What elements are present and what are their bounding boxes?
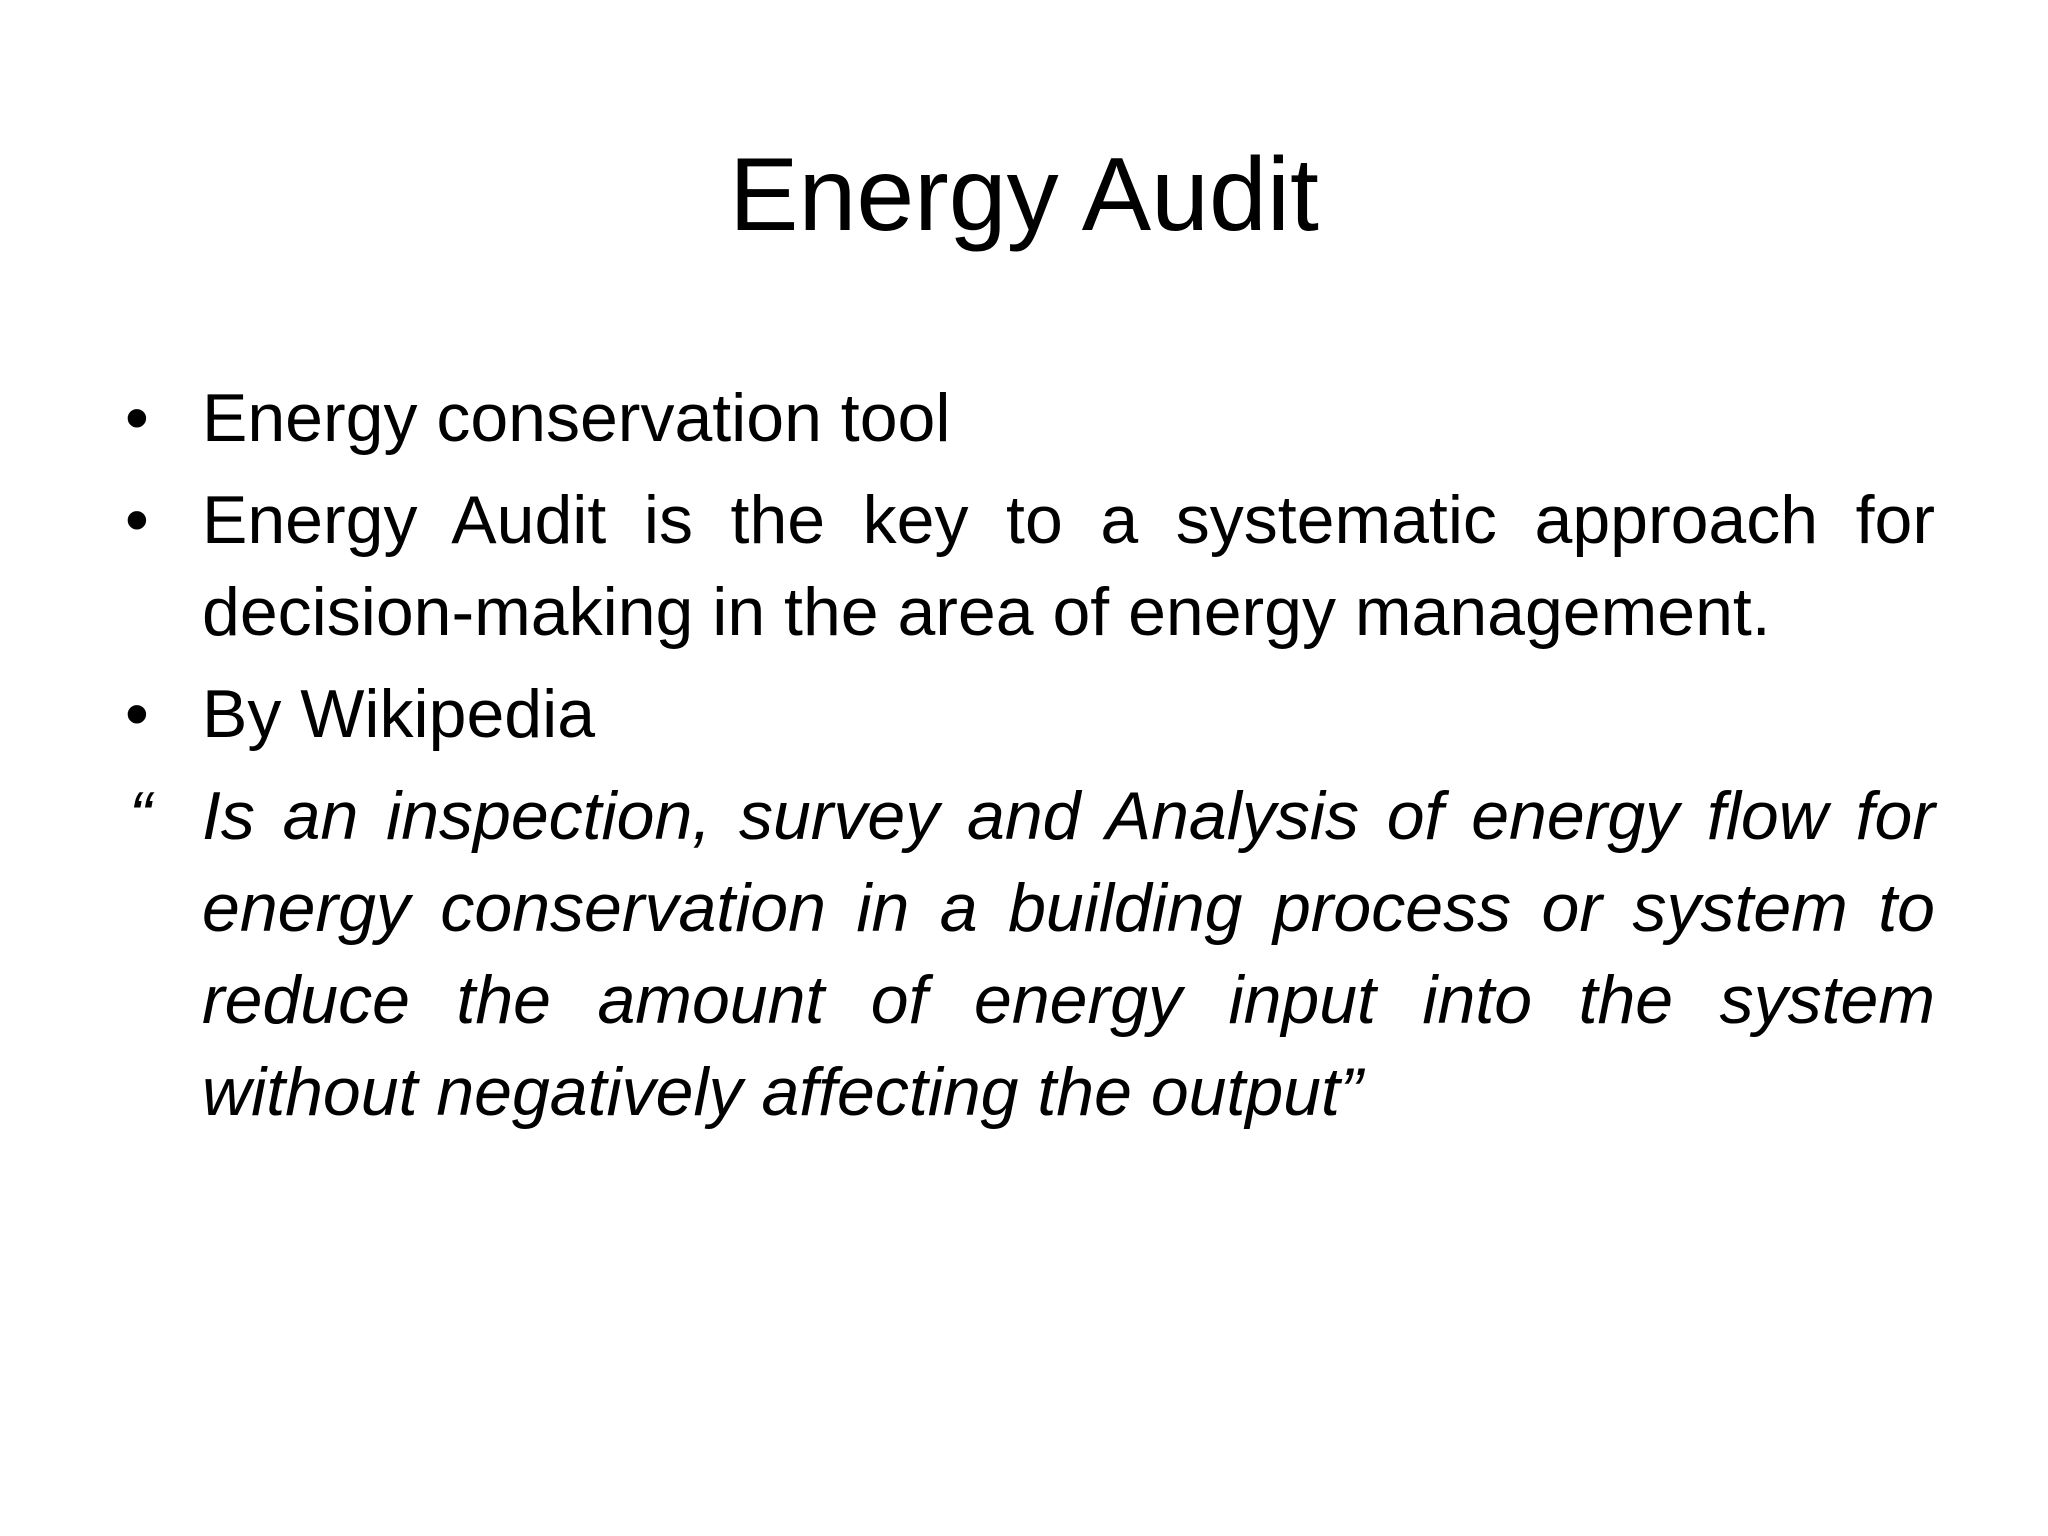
bullet-item [125, 668, 1935, 760]
slide-title: Energy Audit [729, 137, 1319, 253]
bullet-text: Energy conservation tool [202, 380, 951, 456]
wikipedia-quote [125, 770, 1935, 1138]
bullet-icon: • [125, 676, 149, 752]
open-quote-mark: “ [129, 778, 152, 854]
quote-text: Is an inspection, survey and Analysis of energy flow for energy conservation in a building process or system to reduce the amount of energy input into the system without negatively affecting the output” [202, 778, 1935, 1130]
slide-content [125, 372, 1935, 1138]
bullet-text: Energy Audit is the key to a systematic approach for decision-making in the area of energy management. [202, 482, 1935, 650]
bullet-icon: • [125, 380, 149, 456]
bullet-icon: • [125, 482, 149, 558]
bullet-item [125, 372, 1935, 464]
bullet-text: By Wikipedia [202, 676, 596, 752]
bullet-item [125, 474, 1935, 658]
